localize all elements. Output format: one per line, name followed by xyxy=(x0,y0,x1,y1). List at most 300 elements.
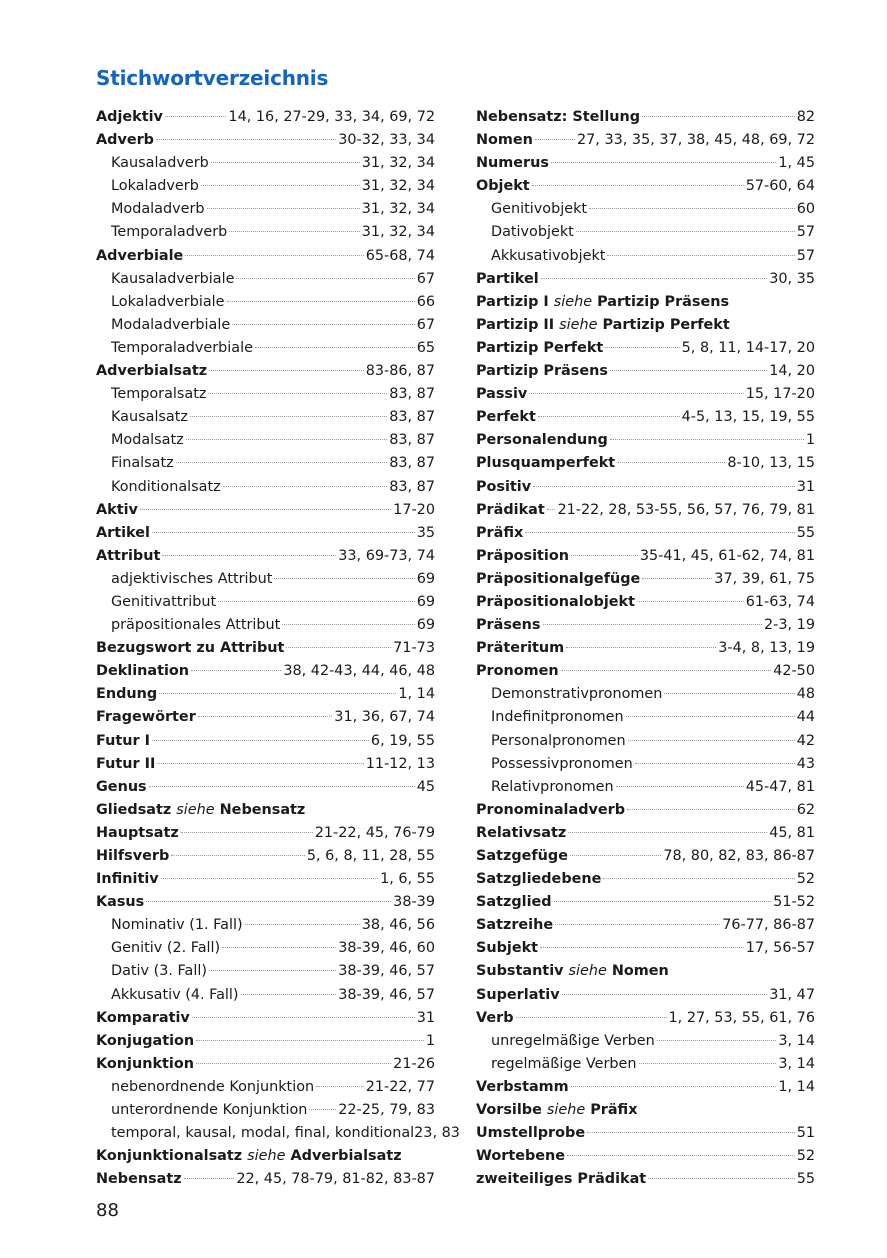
page-references: 44 xyxy=(796,709,815,726)
page-references: 42 xyxy=(796,732,815,749)
dot-leader xyxy=(149,786,415,787)
see-reference-target: Adverbialsatz xyxy=(290,1148,402,1165)
page-title: Stichwortverzeichnis xyxy=(96,66,329,90)
page-references: 57 xyxy=(796,247,815,264)
page-references: 38-39, 46, 57 xyxy=(338,963,435,980)
index-subentry xyxy=(96,960,435,983)
page-number: 88 xyxy=(96,1200,119,1221)
index-entry xyxy=(476,545,815,568)
index-term-label: Partizip II xyxy=(476,316,555,333)
index-term: Umstellprobe xyxy=(476,1125,586,1142)
page-references: 1, 27, 53, 55, 61, 76 xyxy=(668,1009,815,1026)
index-term: Lokaladverbiale xyxy=(111,293,225,310)
index-entry xyxy=(476,845,815,868)
index-term: regelmäßige Verben xyxy=(491,1055,637,1072)
page-references: 11-12, 13 xyxy=(365,755,435,772)
index-term-label: Partizip I xyxy=(476,293,549,310)
see-reference-target: Partizip Perfekt xyxy=(602,316,730,333)
page-references: 30-32, 33, 34 xyxy=(338,132,435,149)
index-term: Nominativ (1. Fall) xyxy=(111,917,243,934)
dot-leader xyxy=(538,416,680,417)
index-entry xyxy=(96,129,435,152)
page-references: 1 xyxy=(805,432,815,449)
page-references: 30, 35 xyxy=(769,270,815,287)
index-subentry xyxy=(96,268,435,291)
index-subentry xyxy=(476,753,815,776)
dot-leader xyxy=(639,1063,777,1064)
index-term: Kasus xyxy=(96,894,145,911)
index-entry xyxy=(476,129,815,152)
index-term: Personalpronomen xyxy=(491,732,626,749)
index-term: Partizip Perfekt xyxy=(476,339,604,356)
page-references: 4-5, 13, 15, 19, 55 xyxy=(681,409,815,426)
dot-leader xyxy=(605,347,679,348)
index-entry xyxy=(476,984,815,1007)
dot-leader xyxy=(196,1063,391,1064)
index-subentry xyxy=(476,730,815,753)
dot-leader xyxy=(191,670,281,671)
dot-leader xyxy=(533,486,795,487)
index-subentry xyxy=(96,591,435,614)
page-references: 76-77, 86-87 xyxy=(722,917,815,934)
index-cross-reference xyxy=(96,799,435,822)
index-entry xyxy=(476,822,815,845)
dot-leader xyxy=(607,255,794,256)
index-term: Aktiv xyxy=(96,501,138,518)
index-term: Adverbialsatz xyxy=(96,363,208,380)
index-term: Attribut xyxy=(96,547,161,564)
index-entry xyxy=(476,591,815,614)
index-term: Satzgefüge xyxy=(476,848,568,864)
index-subentry xyxy=(96,221,435,244)
dot-leader xyxy=(535,139,575,140)
dot-leader xyxy=(532,185,744,186)
index-subentry xyxy=(476,221,815,244)
index-term xyxy=(476,960,669,983)
index-term: Relativsatz xyxy=(476,824,567,841)
index-subentry xyxy=(96,314,435,337)
index-entry xyxy=(476,637,815,660)
dot-leader xyxy=(162,555,336,556)
index-term: Präposition xyxy=(476,547,569,564)
index-term: Genitivattribut xyxy=(111,593,217,610)
page-references: 83-86, 87 xyxy=(365,363,435,380)
see-reference-target: Präfix xyxy=(590,1102,638,1119)
index-term: Genitivobjekt xyxy=(491,201,588,218)
index-subentry xyxy=(476,198,815,221)
index-term: Temporalsatz xyxy=(111,386,207,403)
index-term xyxy=(96,1145,402,1168)
index-term: Possessivpronomen xyxy=(491,755,633,772)
index-entry xyxy=(96,1007,435,1030)
page-references: 31, 32, 34 xyxy=(361,155,435,172)
dot-leader xyxy=(571,555,638,556)
index-term: Partikel xyxy=(476,270,539,287)
index-cross-reference xyxy=(476,960,815,983)
dot-leader xyxy=(222,947,336,948)
dot-leader xyxy=(229,231,360,232)
index-subentry xyxy=(96,429,435,452)
index-term: Kausalsatz xyxy=(111,409,188,426)
index-term: Satzglied xyxy=(476,894,552,911)
index-term: Positiv xyxy=(476,478,532,495)
index-term xyxy=(476,314,730,337)
page-references: 83, 87 xyxy=(389,432,435,449)
page-references: 83, 87 xyxy=(389,455,435,472)
index-term: Pronomen xyxy=(476,663,559,680)
index-term: Adjektiv xyxy=(96,109,163,125)
index-entry xyxy=(476,406,815,429)
dot-leader xyxy=(146,901,391,902)
page-references: 31, 32, 34 xyxy=(361,224,435,241)
dot-leader xyxy=(566,647,716,648)
index-entry xyxy=(96,1053,435,1076)
page-references: 37, 39, 61, 75 xyxy=(714,570,815,587)
page-references: 66 xyxy=(416,293,435,310)
dot-leader xyxy=(543,624,763,625)
index-term: Infinitiv xyxy=(96,871,159,888)
index-term: Präpositionalgefüge xyxy=(476,570,641,587)
dot-leader xyxy=(152,740,369,741)
dot-leader xyxy=(223,486,388,487)
index-subentry xyxy=(96,476,435,499)
dot-leader xyxy=(551,162,776,163)
dot-leader xyxy=(627,809,795,810)
dot-leader xyxy=(241,994,337,995)
index-entry xyxy=(476,360,815,383)
index-term: unterordnende Konjunktion xyxy=(111,1102,308,1119)
index-subentry xyxy=(476,245,815,268)
page-references: 45, 81 xyxy=(769,824,815,841)
page-references: 38, 42-43, 44, 46, 48 xyxy=(283,663,435,680)
index-entry xyxy=(96,868,435,891)
page-references: 60 xyxy=(796,201,815,218)
index-term-label: Substantiv xyxy=(476,963,564,980)
dot-leader xyxy=(209,370,364,371)
dot-leader xyxy=(648,1178,795,1179)
index-term: Subjekt xyxy=(476,940,539,957)
index-subentry xyxy=(96,984,435,1007)
dot-leader xyxy=(576,231,795,232)
dot-leader xyxy=(171,855,305,856)
page-references: 3-4, 8, 13, 19 xyxy=(718,640,815,657)
dot-leader xyxy=(554,901,772,902)
page-references: 65-68, 74 xyxy=(365,247,435,264)
index-entry xyxy=(476,614,815,637)
index-term: Pronominaladverb xyxy=(476,801,626,818)
index-term: Demonstrativpronomen xyxy=(491,686,663,703)
page-references: 14, 16, 27-29, 33, 34, 69, 72 xyxy=(228,109,435,125)
index-entry xyxy=(96,106,435,129)
page-references: 62 xyxy=(796,801,815,818)
index-column-right xyxy=(476,106,815,1191)
index-term: Finalsatz xyxy=(111,455,174,472)
page-references: 17, 56-57 xyxy=(745,940,815,957)
dot-leader xyxy=(587,1132,795,1133)
page-references: 82 xyxy=(796,109,815,125)
see-reference-target: Nebensatz xyxy=(219,801,306,818)
index-entry xyxy=(476,522,815,545)
page-references: 17-20 xyxy=(393,501,435,518)
index-term: Präsens xyxy=(476,617,541,634)
index-cross-reference xyxy=(476,1099,815,1122)
index-term: Kausaladverb xyxy=(111,155,209,172)
index-term: Präfix xyxy=(476,524,524,541)
index-entry xyxy=(96,660,435,683)
index-term: Relativpronomen xyxy=(491,778,614,795)
index-subentry xyxy=(96,1122,460,1145)
page-references: 69 xyxy=(416,593,435,610)
see-reference-word: siehe xyxy=(568,963,607,980)
index-entry xyxy=(96,522,435,545)
index-entry xyxy=(96,545,435,568)
dot-leader xyxy=(161,878,378,879)
page-references: 45-47, 81 xyxy=(745,778,815,795)
page-references: 21-26 xyxy=(393,1055,435,1072)
index-subentry xyxy=(476,706,815,729)
page-references: 48 xyxy=(796,686,815,703)
index-subentry xyxy=(96,198,435,221)
index-term: Futur II xyxy=(96,755,156,772)
index-term: Adverb xyxy=(96,132,154,149)
page-references: 31, 32, 34 xyxy=(361,201,435,218)
dot-leader xyxy=(525,532,794,533)
index-entry xyxy=(476,1076,815,1099)
page-references: 42-50 xyxy=(773,663,815,680)
index-subentry xyxy=(96,175,435,198)
index-cross-reference xyxy=(476,314,815,337)
index-term: Dativ (3. Fall) xyxy=(111,963,207,980)
dot-leader xyxy=(541,278,768,279)
page-references: 1, 14 xyxy=(398,686,435,703)
dot-leader xyxy=(589,208,795,209)
index-entry xyxy=(96,891,435,914)
page-references: 57 xyxy=(796,224,815,241)
page-references: 38, 46, 56 xyxy=(361,917,435,934)
see-reference-target: Partizip Präsens xyxy=(597,293,730,310)
index-term: Verb xyxy=(476,1009,514,1026)
dot-leader xyxy=(218,601,414,602)
page-references: 5, 8, 11, 14-17, 20 xyxy=(681,339,815,356)
dot-leader xyxy=(232,324,414,325)
index-term: Numerus xyxy=(476,155,549,172)
dot-leader xyxy=(616,786,744,787)
index-term: Modaladverbiale xyxy=(111,316,231,333)
page-references: 67 xyxy=(416,270,435,287)
index-term: Futur I xyxy=(96,732,150,749)
page-references: 31 xyxy=(796,478,815,495)
page-references: 6, 19, 55 xyxy=(370,732,435,749)
index-entry xyxy=(476,175,815,198)
dot-leader xyxy=(255,347,415,348)
see-reference-word: siehe xyxy=(546,1102,586,1119)
dot-leader xyxy=(610,439,804,440)
index-term: Superlativ xyxy=(476,986,560,1003)
page-references: 38-39, 46, 60 xyxy=(338,940,435,957)
page-references: 1, 6, 55 xyxy=(380,871,435,888)
index-term: Fragewörter xyxy=(96,709,196,726)
index-term: Modaladverb xyxy=(111,201,205,218)
page-references: 21-22, 77 xyxy=(365,1078,435,1095)
dot-leader xyxy=(571,1086,777,1087)
index-subentry xyxy=(96,406,435,429)
index-entry xyxy=(96,499,435,522)
index-entry xyxy=(476,268,815,291)
dot-leader xyxy=(245,924,360,925)
page-references: 65 xyxy=(416,339,435,356)
page-references: 38-39, 46, 57 xyxy=(338,986,435,1003)
index-term: Temporaladverb xyxy=(111,224,228,241)
index-entry xyxy=(476,106,815,129)
index-entry xyxy=(476,914,815,937)
index-term: Konjunktion xyxy=(96,1055,194,1072)
dot-leader xyxy=(642,578,712,579)
page-references: 35 xyxy=(416,524,435,541)
index-term: Konditionalsatz xyxy=(111,478,221,495)
index-term: Genus xyxy=(96,778,147,795)
index-term: Akkusativobjekt xyxy=(491,247,606,264)
see-reference-word: siehe xyxy=(559,316,598,333)
index-entry xyxy=(476,891,815,914)
dot-leader xyxy=(529,393,743,394)
dot-leader xyxy=(184,1178,235,1179)
dot-leader xyxy=(316,1086,364,1087)
dot-leader xyxy=(159,693,396,694)
index-term: Temporaladverbiale xyxy=(111,339,253,356)
index-subentry xyxy=(96,383,435,406)
dot-leader xyxy=(207,208,360,209)
index-entry xyxy=(96,753,435,776)
index-term-label: Konjunktionalsatz xyxy=(96,1148,243,1165)
index-subentry xyxy=(96,291,435,314)
dot-leader xyxy=(561,670,772,671)
index-term: adjektivisches Attribut xyxy=(111,570,273,587)
index-term-label: Gliedsatz xyxy=(96,801,172,818)
index-term: Perfekt xyxy=(476,409,536,426)
index-subentry xyxy=(96,914,435,937)
dot-leader xyxy=(568,832,767,833)
page-references: 14, 20 xyxy=(769,363,815,380)
index-term: Deklination xyxy=(96,663,190,680)
dot-leader xyxy=(309,1109,336,1110)
index-subentry xyxy=(96,614,435,637)
dot-leader xyxy=(540,947,744,948)
index-entry xyxy=(476,152,815,175)
page-references: 23, 83 xyxy=(414,1125,460,1142)
index-entry xyxy=(476,1007,815,1030)
dot-leader xyxy=(186,439,388,440)
page-references: 69 xyxy=(416,617,435,634)
see-reference-word: siehe xyxy=(553,293,593,310)
dot-leader xyxy=(628,740,795,741)
index-term: Adverbiale xyxy=(96,247,184,264)
page-references: 67 xyxy=(416,316,435,333)
index-term: Akkusativ (4. Fall) xyxy=(111,986,239,1003)
dot-leader xyxy=(657,1040,777,1041)
index-term: Verbstamm xyxy=(476,1078,569,1095)
page-references: 2-3, 19 xyxy=(764,617,815,634)
index-term xyxy=(476,291,729,314)
dot-leader xyxy=(555,924,720,925)
index-entry xyxy=(476,337,815,360)
index-term: zweiteiliges Prädikat xyxy=(476,1171,647,1188)
dot-leader xyxy=(617,462,725,463)
dot-leader xyxy=(157,763,363,764)
index-term: Bezugswort zu Attribut xyxy=(96,640,285,657)
index-entry xyxy=(476,1122,815,1145)
index-term: Objekt xyxy=(476,178,530,195)
page-references: 52 xyxy=(796,871,815,888)
index-entry xyxy=(476,452,815,475)
index-entry xyxy=(476,799,815,822)
dot-leader xyxy=(562,994,768,995)
dot-leader xyxy=(626,716,795,717)
dot-leader xyxy=(198,716,333,717)
index-term: Nebensatz xyxy=(96,1171,182,1188)
page-references: 83, 87 xyxy=(389,409,435,426)
index-entry xyxy=(96,1030,435,1053)
dot-leader xyxy=(196,1040,424,1041)
see-reference-word: siehe xyxy=(176,801,215,818)
page-references: 83, 87 xyxy=(389,386,435,403)
dot-leader xyxy=(176,462,388,463)
page-references: 51 xyxy=(796,1125,815,1142)
dot-leader xyxy=(201,185,360,186)
dot-leader xyxy=(610,370,767,371)
index-term: Hilfsverb xyxy=(96,848,170,864)
index-term: Satzreihe xyxy=(476,917,554,934)
page-references: 27, 33, 35, 37, 38, 45, 48, 69, 72 xyxy=(577,132,815,149)
index-entry xyxy=(96,706,435,729)
index-subentry xyxy=(476,1030,815,1053)
index-entry xyxy=(476,429,815,452)
index-subentry xyxy=(476,683,815,706)
index-entry xyxy=(96,1168,435,1191)
index-term: Plusquamperfekt xyxy=(476,455,616,472)
index-cross-reference xyxy=(96,1145,435,1168)
page-references: 8-10, 13, 15 xyxy=(727,455,815,472)
index-subentry xyxy=(96,1076,435,1099)
dot-leader xyxy=(192,1017,415,1018)
index-column-left xyxy=(96,106,460,1191)
page-references: 69 xyxy=(416,570,435,587)
index-term: Nomen xyxy=(476,132,533,149)
index-term: Lokaladverb xyxy=(111,178,199,195)
page-references: 31, 32, 34 xyxy=(361,178,435,195)
dot-leader xyxy=(190,416,387,417)
index-entry xyxy=(476,1145,815,1168)
page-references: 21-22, 45, 76-79 xyxy=(314,824,435,841)
dot-leader xyxy=(603,878,794,879)
index-entry xyxy=(476,660,815,683)
index-subentry xyxy=(96,1099,435,1122)
index-entry xyxy=(476,499,815,522)
index-term: Modalsatz xyxy=(111,432,184,449)
index-term: Satzgliedebene xyxy=(476,871,602,888)
index-term: temporal, kausal, modal, final, konditional xyxy=(111,1125,415,1142)
dot-leader xyxy=(516,1017,667,1018)
index-entry xyxy=(96,637,435,660)
page-references: 61-63, 74 xyxy=(745,593,815,610)
page-references: 43 xyxy=(796,755,815,772)
index-term: Präteritum xyxy=(476,640,565,657)
dot-leader xyxy=(274,578,414,579)
index-entry xyxy=(96,245,435,268)
dot-leader xyxy=(547,509,556,510)
index-subentry xyxy=(476,776,815,799)
index-entry xyxy=(96,683,435,706)
page-references: 35-41, 45, 61-62, 74, 81 xyxy=(639,547,815,564)
